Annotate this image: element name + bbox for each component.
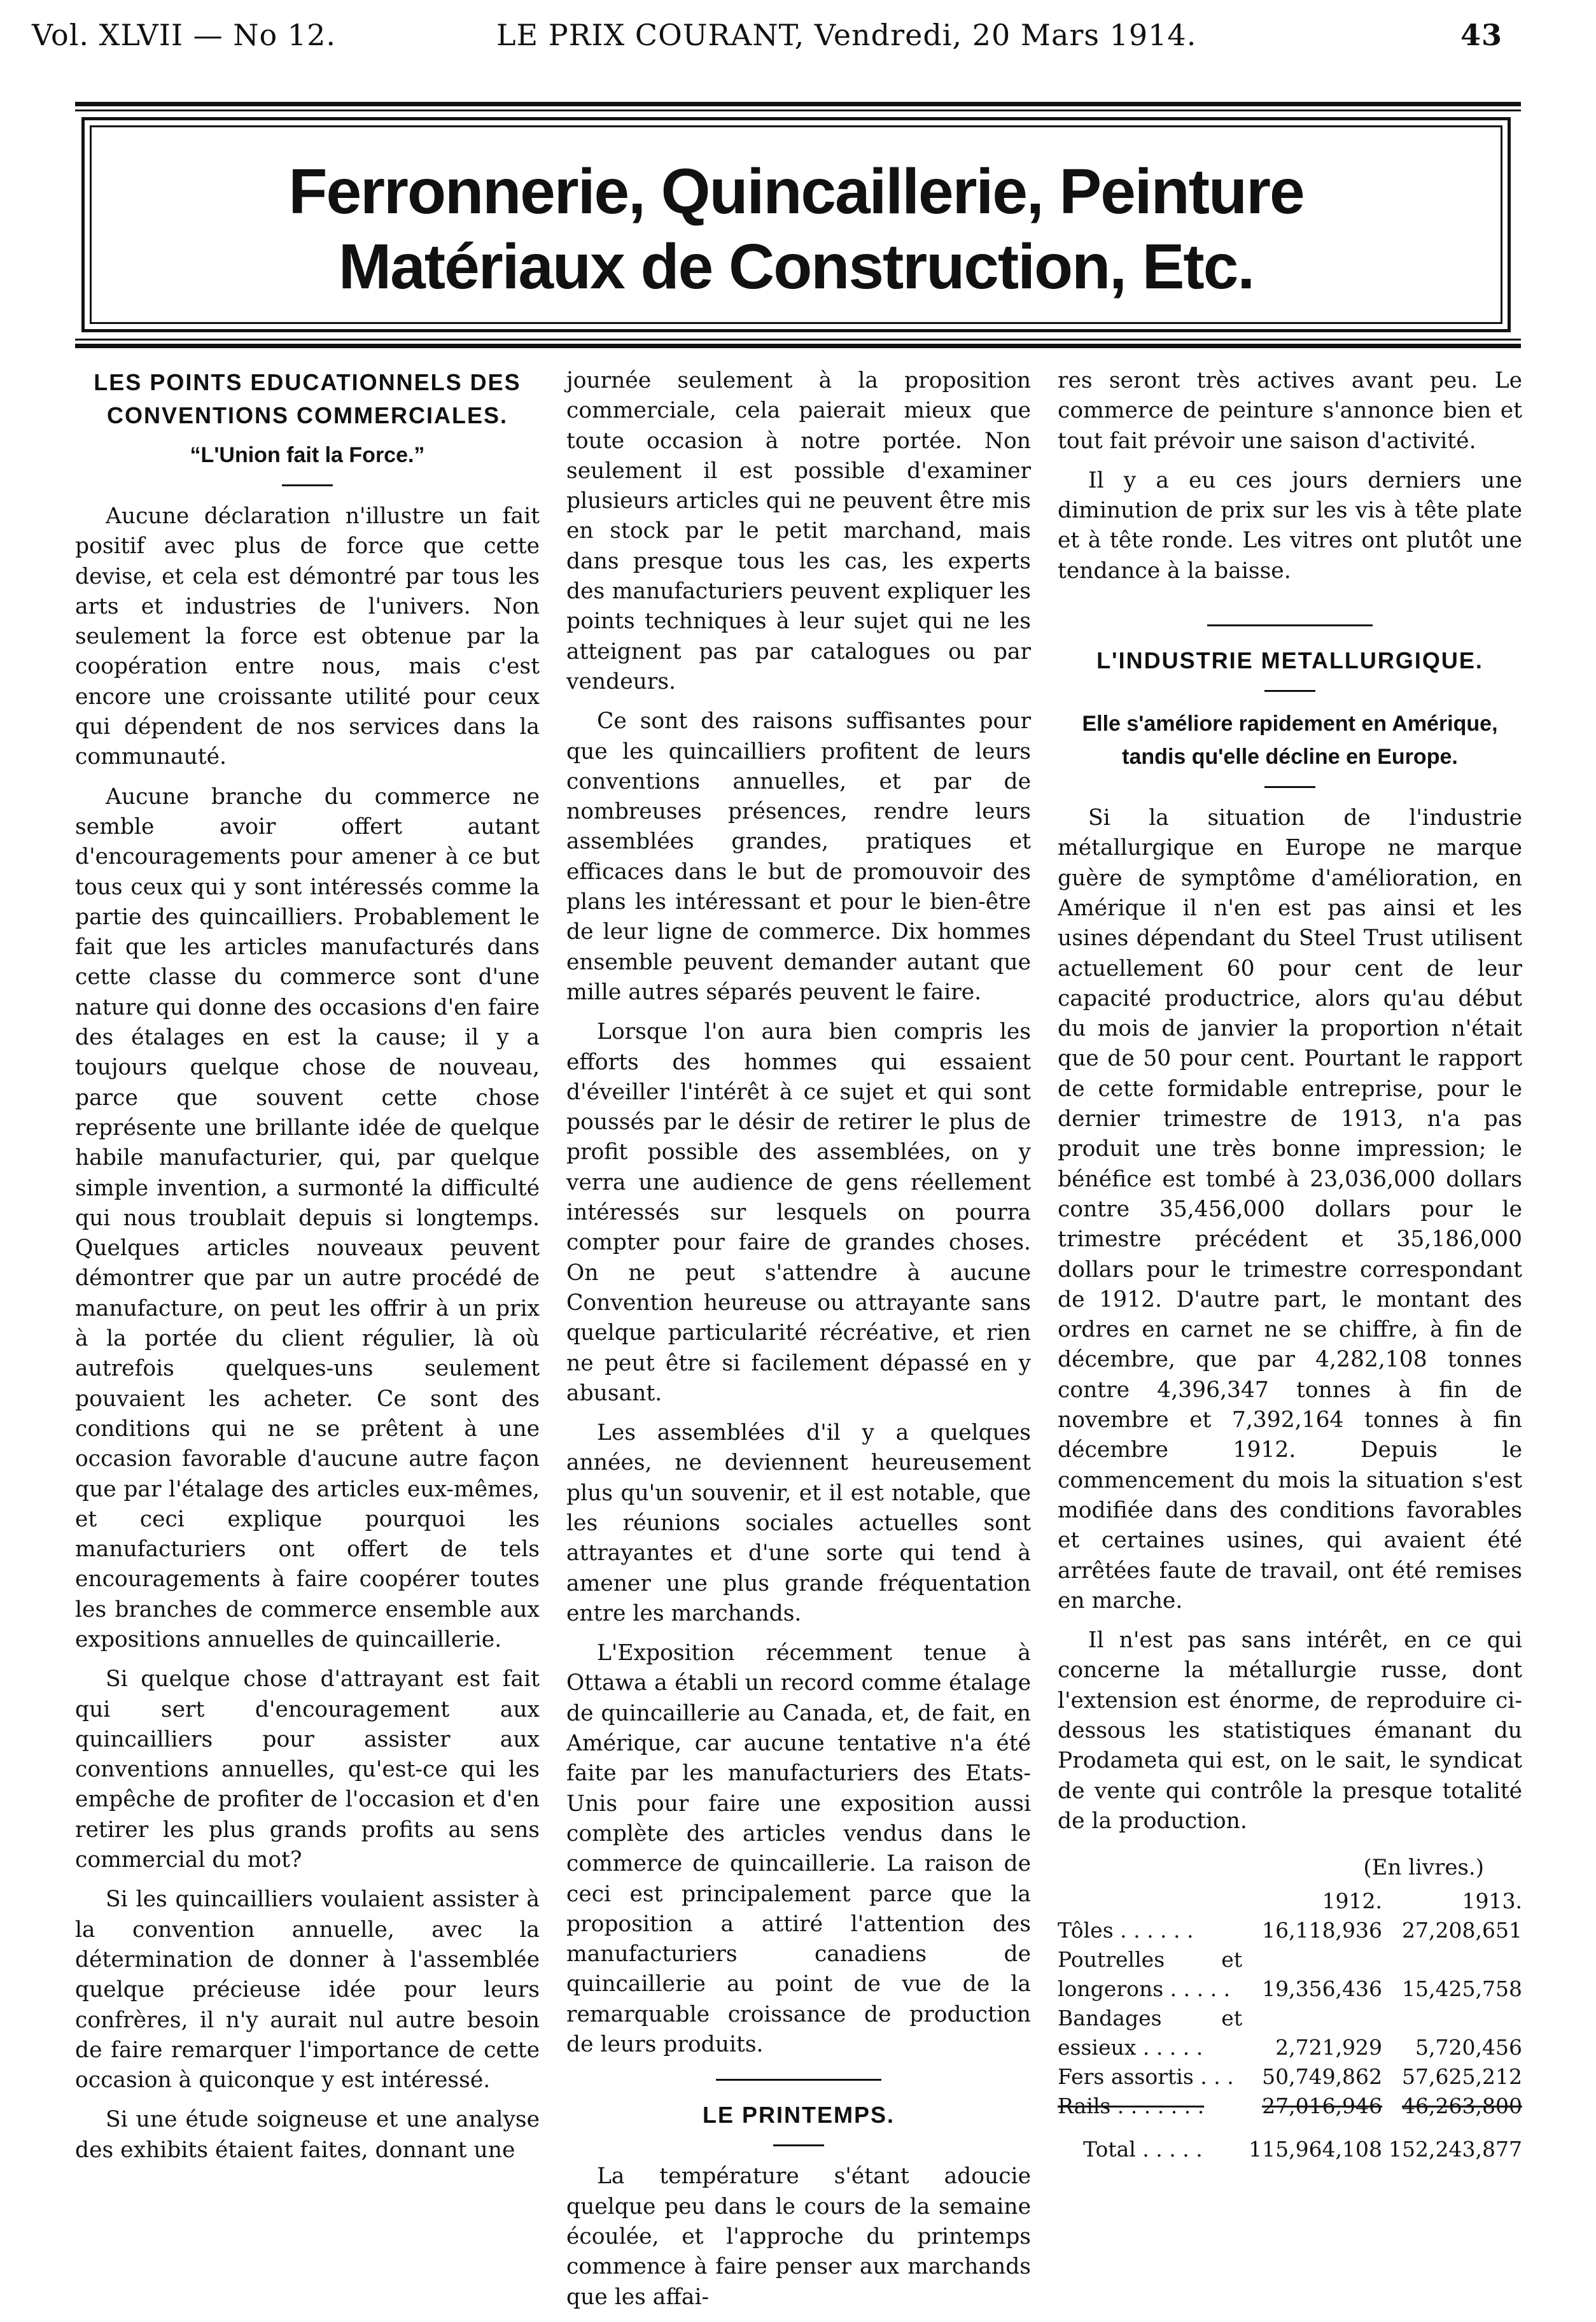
paragraph: Si une étude soigneuse et une analyse des exhibits étaient faites, donnant une (75, 2107, 540, 2163)
row-label: Bandages et essieux . . . . . (1058, 2006, 1243, 2060)
article-motto: “L'Union fait la Force.” (190, 443, 425, 467)
value-1912: 27,016,946 (1262, 2093, 1383, 2119)
year-1913: 1913. (1462, 1889, 1522, 1914)
row-label: Poutrelles et longerons . . . . . (1058, 1947, 1243, 2002)
total-label: Total . . . . . (1083, 2137, 1203, 2162)
table-row (1058, 1916, 1522, 1945)
value-1913: 46,263,800 (1402, 2093, 1522, 2119)
value-1912: 50,749,862 (1262, 2064, 1383, 2090)
paragraph: La température s'étant adoucie quelque peu dans le cours de la semaine écoulée, et l'approche du printemps commence à faire penser aux marchands que les affai- (566, 2164, 1031, 2310)
paragraph: Ce sont des raisons suffisantes pour que les quincailliers profitent de leurs conventions annuelles, et par de nombreuses présences, rendre leurs assemblées grandes, pratiques et efficaces dans le but de promouvoir des plans les intéressant et pour le bien-être de leur ligne de commerce. Dix hommes ensemble peuvent demander autant que mille autres séparés peuvent le faire. (566, 708, 1031, 1005)
table-row (1058, 2004, 1522, 2062)
paragraph: Aucune branche du commerce ne semble avoir offert autant d'encouragements pour amener à ce but tous ceux qui y sont intéressés comme la partie des quincailliers. Probablement le fait que les articles manufacturés dans cette classe du commerce sont d'une nature qui donne des occasions d'en faire des étalages en est la cause; il y a toujours quelque chose de nouveau, parce que souvent cette chose représente une brillante idée de quelque habile manufacturier, qui, par quelque simple invention, a surmonté la difficulté qui nous troublait depuis si longtemps. Quelques articles nouveaux peuvent démontrer que par un autre procédé de manufacture, on peut les offrir à un prix à la portée du client régulier, là où autrefois quelques-uns seulement pouvaient les acheter. Ce sont des conditions qui ne se prêtent à une occasion favorable d'aucune autre façon que par l'étalage des articles eux-mêmes, et ceci explique pourquoi les manufacturiers ont offert de tels encouragements à faire coopérer toutes les branches de commerce ensemble aux expositions annuelles de quincaillerie. (75, 784, 540, 1652)
table-header-row (1058, 1887, 1522, 1916)
row-label: Tôles . . . . . . (1058, 1918, 1194, 1943)
volume-number: Vol. XLVII — No 12. (32, 18, 337, 52)
value-1913: 27,208,651 (1402, 1918, 1522, 1943)
top-rule (75, 102, 1521, 106)
paragraph: Si les quincailliers voulaient assister à la convention annuelle, avec la détermination de donner à l'assemblée quelque précieuse idée pour leurs confrères, il n'y aurait nul autre besoin de faire remarquer l'importance de cette occasion à quiconque y est intéressé. (75, 1887, 540, 2093)
paragraph: journée seulement à la proposition commerciale, cela paierait mieux que toute occasion à notre portée. Non seulement il est possible d'examiner plusieurs articles qui ne peuvent être mis en stock par le petit marchand, mais dans presque tous les cas, les experts des manufacturiers peuvent expliquer les points techniques à leur sujet qui ne les atteignent pas par catalogues ou par vendeurs. (566, 368, 1031, 694)
value-1913: 15,425,758 (1402, 1976, 1522, 2002)
paragraph: Si quelque chose d'attrayant est fait qui sert d'encouragement aux quincailliers pour assister aux conventions annuelles, qu'est-ce qui les empêche de profiter de l'occasion et d'en retirer les plus grands profits au sens commercial du mot? (75, 1666, 540, 1873)
value-1913: 5,720,456 (1415, 2035, 1522, 2060)
year-1912: 1912. (1322, 1889, 1383, 1914)
motto-rule (282, 484, 333, 486)
table-row (1058, 1945, 1522, 2004)
section-banner (81, 117, 1511, 332)
stats-table (1058, 1887, 1522, 2164)
paragraph: L'Exposition récemment tenue à Ottawa a établi un record comme étalage de quincaillerie au Canada, et, de fait, en Amérique, car aucune tentative n'a été faite par les manufacturiers des Etats-Unis pour faire une exposition aussi complète des articles vendus dans le commerce de quincaillerie. La raison de ceci est principalement parce que la proposition a attiré l'attention des manufacturiers canadiens de quincaillerie au point de vue de la remarquable croissance de production de leurs produits. (566, 1640, 1031, 2058)
column-3 (1058, 366, 1522, 2164)
paragraph: Si la situation de l'industrie métallurgique en Europe ne marque guère de symptôme d'amélioration, en Amérique il n'en est pas ainsi et les usines dépendant du Steel Trust utilisent actuellement 60 pour cent de leur capacité productrice, alors qu'au début du mois de janvier la proportion n'était que de 50 pour cent. Pourtant le rapport de cette formidable entreprise, pour le dernier trimestre de 1913, n'a pas produit une très bonne impression; le bénéfice est tombé à 23,036,000 dollars contre 35,456,000 dollars pour le trimestre précédent et 35,186,000 dollars pour le trimestre correspondant de 1912. D'autre part, le montant des ordres en carnet ne se chiffre, à fin de décembre, que par 4,282,108 tonnes contre 4,396,347 tonnes à fin de novembre et 7,392,164 tonnes à fin décembre 1912. Depuis le commencement du mois la situation s'est modifiée dans des conditions favorables et certaines usines, qui avaient été arrêtées faute de travail, ont été remises en marche. (1058, 805, 1522, 1614)
column-2 (566, 366, 1031, 2322)
article-title-conventions: LES POINTS EDUCATIONNELS DES CONVENTIONS COMMERCIALES. (94, 369, 521, 428)
paragraph: Lorsque l'on aura bien compris les efforts des hommes qui essaient d'éveiller l'intérêt à ce sujet et qui sont poussés par le désir de retirer le plus de profit possible des assemblées, on y verra une audience de gens réellement intéressés sur lesquels on pourra compter pour faire de grandes choses. On ne peut s'attendre à aucune Convention heureuse ou attrayante sans quelque particularité récréative, et rien ne peut être si facilement dépassé en y abusant. (566, 1019, 1031, 1406)
row-label: Fers assortis . . . (1058, 2064, 1234, 2090)
article-subtitle: Elle s'améliore rapidement en Amérique, tandis qu'elle décline en Europe. (1082, 712, 1498, 770)
table-row (1058, 2092, 1522, 2121)
row-label: Rails . . . . . . . (1058, 2093, 1205, 2119)
title-rule (1264, 690, 1315, 692)
banner-title-line1: Ferronnerie, Quincaillerie, Peinture (288, 156, 1304, 227)
value-1912: 16,118,936 (1262, 1918, 1383, 1943)
section-rule (716, 2079, 881, 2081)
value-1912: 19,356,436 (1262, 1976, 1383, 2002)
total-1913: 152,243,877 (1389, 2137, 1522, 2162)
article-title-printemps: LE PRINTEMPS. (702, 2102, 895, 2128)
paragraph: Aucune déclaration n'illustre un fait positif avec plus de force que cette devise, et cela est démontré par tous les arts et industries de l'univers. Non seulement la force est obtenue par la coopération entre nous, mais c'est encore une croissante utilité pour ceux qui dépendent de nos services dans la communauté. (75, 503, 540, 770)
bottom-rule-thin (75, 339, 1521, 341)
value-1913: 57,625,212 (1402, 2064, 1522, 2090)
paragraph: Les assemblées d'il y a quelques années, ne deviennent heureusement plus qu'un souvenir, et il est notable, que les réunions sociales actuelles sont attrayantes et d'une sorte qui tend à amener une plus grande fréquentation entre les marchands. (566, 1420, 1031, 1626)
value-1912: 2,721,929 (1275, 2035, 1383, 2060)
paragraph: Il y a eu ces jours derniers une diminution de prix sur les vis à tête plate et à tête ronde. Les vitres ont plutôt une tendance à la baisse. (1058, 467, 1522, 584)
top-rule-thin (75, 109, 1521, 111)
table-row (1058, 2062, 1522, 2092)
bottom-rule (75, 344, 1521, 348)
paragraph: Il n'est pas sans intérêt, en ce qui concerne la métallurgie russe, dont l'extension est énorme, de reproduire ci-dessous les statistiques émanant du Prodameta qui est, on le sait, le syndicat de vente qui contrôle la presque totalité de la production. (1058, 1628, 1522, 1834)
total-1912: 115,964,108 (1249, 2137, 1383, 2162)
paragraph: res seront très actives avant peu. Le commerce de peinture s'annonce bien et tout fait prévoir une saison d'activité. (1058, 368, 1522, 454)
section-rule (1207, 624, 1373, 626)
running-header (32, 18, 1559, 62)
title-rule (773, 2144, 824, 2146)
table-total-row (1058, 2121, 1522, 2164)
stats-caption: (En livres.) (1363, 1855, 1484, 1881)
masthead: LE PRIX COURANT, Vendredi, 20 Mars 1914. (496, 18, 1197, 52)
article-title-metallurgie: L'INDUSTRIE METALLURGIQUE. (1096, 647, 1483, 674)
subtitle-rule (1264, 786, 1315, 788)
column-1 (75, 366, 540, 2175)
page-number: 43 (1460, 18, 1503, 52)
banner-title-line2: Matériaux de Construction, Etc. (338, 231, 1254, 302)
